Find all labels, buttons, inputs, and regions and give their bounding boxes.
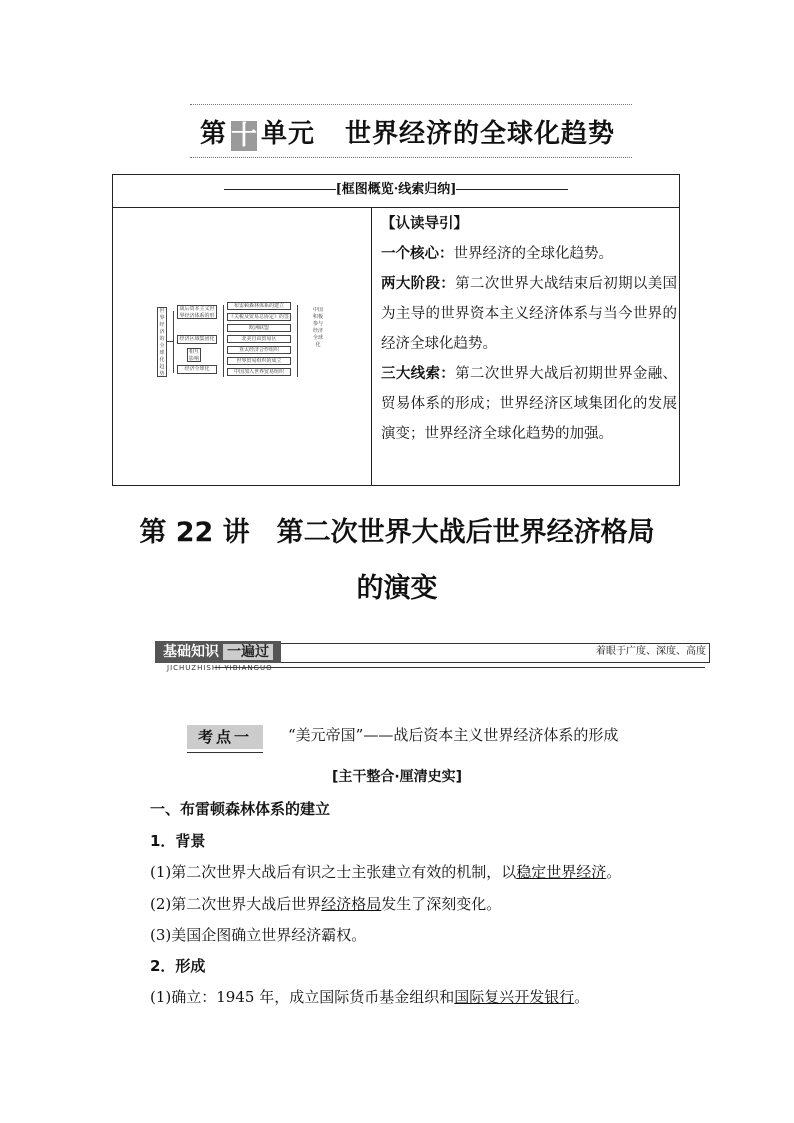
- diagram-branch-3: 经济全球化: [177, 365, 217, 374]
- unit-title-block: [190, 104, 632, 158]
- p1-post: 。: [606, 863, 622, 881]
- diagram-sub-influence: 相互影响: [188, 349, 199, 362]
- lecture-title: [0, 505, 794, 617]
- p2-pre: (2)第二次世界大战后世界: [150, 895, 322, 913]
- p4-pre: (1)确立：1945 年，成立国际货币基金组织和: [150, 988, 455, 1006]
- diagram-branch-1: 战后资本主义世界经济体系的形: [177, 305, 217, 319]
- clues-label: 三大线索：: [381, 366, 456, 382]
- diagram-item-2: 《关税及贸易总协定》的签: [228, 314, 289, 320]
- diagram-item-5: 亚太经济合作组织: [227, 346, 291, 354]
- banner-right-text: 着眼于广度、深度、高度: [596, 646, 706, 657]
- unit-number: 十: [231, 121, 259, 151]
- p1-pre: (1)第二次世界大战后有识之士主张建立有效的机制，以: [150, 863, 517, 881]
- diagram-branch-2: 经济区域集团化: [177, 335, 217, 344]
- banner-tag: [155, 641, 281, 663]
- framework-diagram: [157, 301, 337, 383]
- kaodian-subheading: [主干整合·厘清史实]: [331, 769, 463, 785]
- framework-diagram-cell: [113, 207, 372, 485]
- diagram-connector: [297, 305, 298, 377]
- paragraph-3: (3)美国企图确立世界经济霸权。: [150, 926, 367, 944]
- diagram-item-4: 北美自由贸易区: [227, 335, 291, 343]
- kaodian-title: “美元帝国”——战后资本主义世界经济体系的形成: [288, 726, 619, 744]
- unit-suffix: 单元: [261, 119, 316, 149]
- clues-text: 第二次世界大战后初期世界金融、贸易体系的形成；世界经济区域集团化的发展演变；世界经济全球化趋势的加强。: [381, 366, 678, 442]
- p4-underline: 国际复兴开发银行: [454, 988, 575, 1006]
- unit-title: [200, 113, 615, 151]
- reading-guide: [381, 209, 677, 449]
- diagram-right-label: 中国积极参与经济全球化: [313, 307, 323, 377]
- core-text: 世界经济的全球化趋势。: [453, 246, 613, 262]
- diagram-item-1: 布雷顿森林体系的建立: [227, 302, 291, 310]
- banner-tag-highlight: 一遍过: [223, 644, 273, 660]
- kaodian-label: 考点一: [187, 725, 263, 749]
- overview-table: [112, 174, 680, 486]
- core-label: 一个核心：: [381, 246, 454, 262]
- diagram-item-7: 中国加入世界贸易组织: [227, 368, 291, 376]
- diagram-connector: [223, 305, 224, 377]
- item-heading-background: 1．背景: [150, 832, 206, 850]
- header-rule-left: [224, 189, 336, 190]
- header-rule-right: [456, 189, 568, 190]
- diagram-item-6: 世界贸易组织的成立: [227, 357, 291, 365]
- banner-underline: [215, 667, 705, 668]
- lecture-title-line-1: 第 22 讲 第二次世界大战后世界经济格局: [139, 517, 655, 548]
- paragraph-4: [150, 986, 589, 1007]
- banner-pinyin: JICHUZHISHI YIBIANGUO: [167, 664, 273, 672]
- diagram-item-3: 欧洲联盟: [227, 324, 291, 332]
- p2-underline: 经济格局: [321, 895, 382, 913]
- diagram-root: 世界经济的全球化趋势: [157, 307, 167, 377]
- stages-text: 第二次世界大战结束后初期以美国为主导的世界资本主义经济体系与当今世界的经济全球化趋势。: [381, 276, 678, 352]
- overview-header: [113, 175, 679, 208]
- stages-label: 两大阶段：: [381, 276, 456, 292]
- p2-post: 发生了深刻变化。: [381, 895, 502, 913]
- paragraph-2: [150, 893, 501, 914]
- p1-underline: 稳定世界经济: [516, 863, 607, 881]
- item-heading-formation: 2．形成: [150, 957, 206, 975]
- lecture-title-line-2: 的演变: [356, 573, 438, 604]
- unit-main-title: 世界经济的全球化趋势: [345, 119, 616, 149]
- section-banner: [155, 641, 710, 673]
- section-heading-1: 一、布雷顿森林体系的建立: [150, 800, 331, 818]
- guide-stages: [381, 269, 677, 359]
- p4-post: 。: [574, 988, 590, 1006]
- overview-header-text: [框图概览·线索归纳]: [335, 182, 457, 197]
- guide-core: [381, 239, 677, 269]
- unit-prefix: 第: [200, 119, 228, 149]
- paragraph-1: [150, 861, 621, 882]
- diagram-connector: [173, 311, 174, 373]
- guide-title: 【认读导引】: [381, 216, 468, 232]
- guide-clues: [381, 359, 677, 449]
- banner-tag-text: 基础知识: [163, 644, 219, 660]
